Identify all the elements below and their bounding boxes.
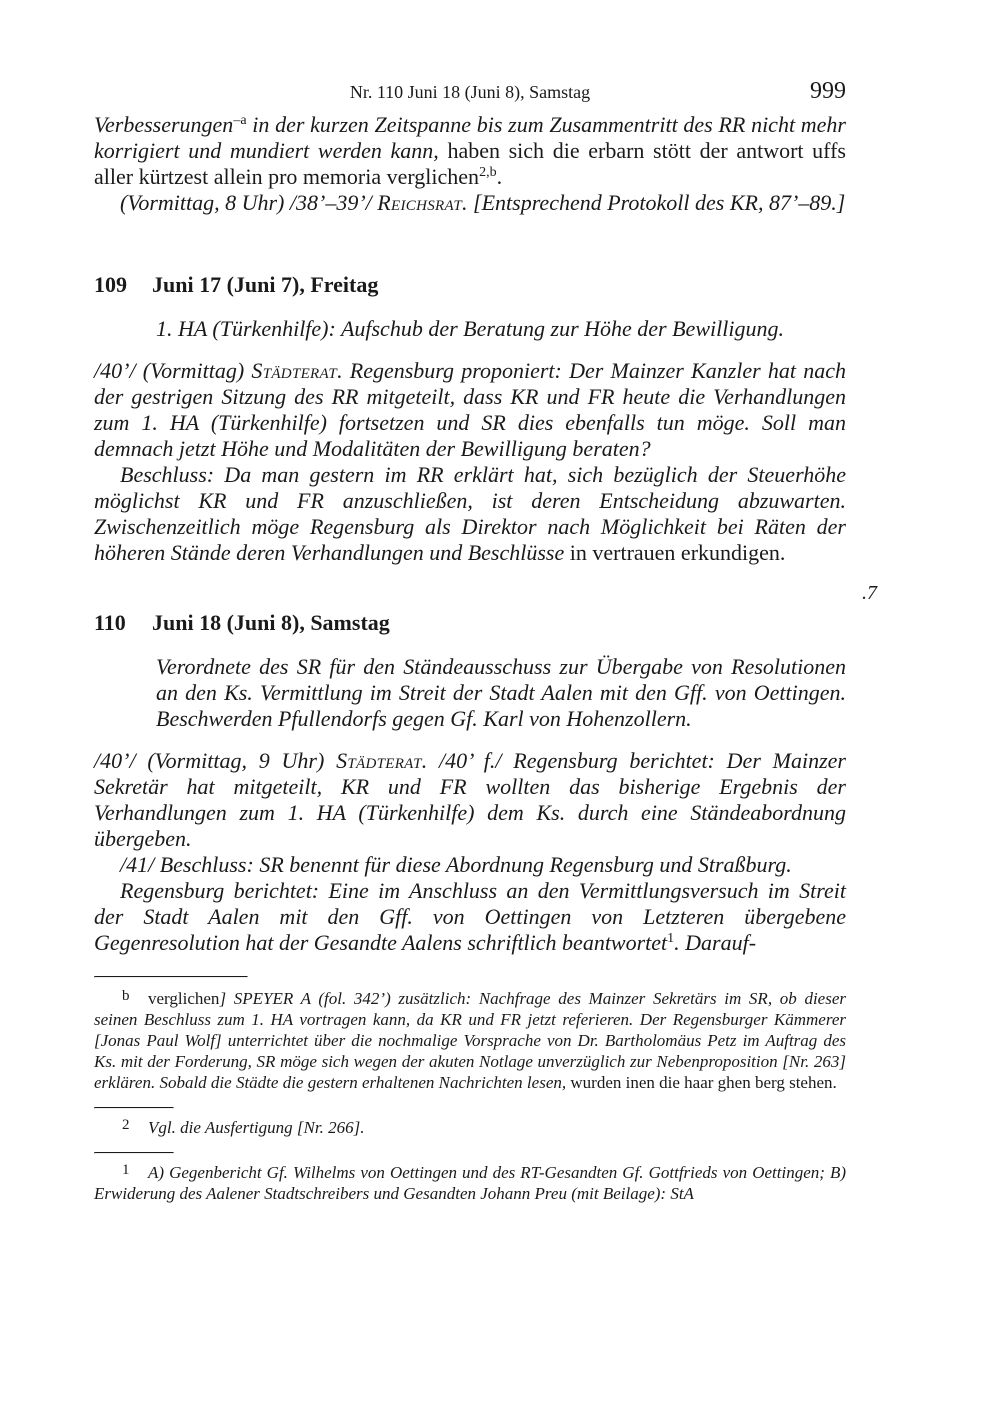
section-110-heading: 110 Juni 18 (Juni 8), Samstag bbox=[94, 610, 390, 635]
section-110-paragraph-2: /41/ Beschluss: SR benennt für diese Abordnung Regensburg und Straßburg. bbox=[120, 852, 792, 877]
running-head bbox=[94, 78, 846, 112]
intro-paragraph: Verbesserungen$^{-a}$ in der kurzen Zeitspanne bis zum Zusammentritt des RR nicht mehr korrigiert und mundiert werden kann, haben sich die erbarn stött der antwort uffs aller kürtzest allein pro memoria verglichen$^{2,b}$. bbox=[94, 112, 846, 189]
intro-reichsrat-paragraph: (Vormittag, 8 Uhr) /38’–39’/ Reichsrat. [Entsprechend Protokoll des KR, 87’–89.] bbox=[120, 190, 846, 215]
footnote-b: b verglichen] SPEYER A (fol. 342’) zusätzlich: Nachfrage des Mainzer Sekretärs im SR, ob dieser seinen Beschluss zum 1. HA vortragen kann, da KR und FR jetzt referieren. Der Regensburger Kämmerer [Jonas Paul Wolf] unterrichtet über die nochmalige Vorsprache von Dr. Bartholomäus Petz im Auftrag des Ks. mit der Forderung, SR möge sich wegen der akuten Notlage unverzüglich zur Nebenproposition [Nr. 263] erklären. Sobald die Städte die gestern erhaltenen Nachrichten lesen, wurden inen die haar ghen berg stehen. bbox=[94, 988, 846, 1092]
section-109-paragraph-1: /40’/ (Vormittag) Städterat. Regensburg proponiert: Der Mainzer Kanzler hat nach der gestrigen Sitzung des RR mitgeteilt, dass KR und FR heute die Verhandlungen zum 1. HA (Türkenhilfe) fortsetzen und SR dies ebenfalls tun möge. Soll man demnach jetzt Höhe und Modalitäten der Bewilligung beraten? bbox=[94, 358, 846, 461]
footnote-marker-2b: 2,b bbox=[479, 165, 497, 180]
footnote-marker-a: –a bbox=[233, 113, 247, 128]
margin-marker: .7 bbox=[862, 582, 877, 604]
footnote-1: 1 A) Gegenbericht Gf. Wilhelms von Oettingen und des RT-Gesandten Gf. Gottfrieds von Oettingen; B) Erwiderung des Aalener Stadtschreibers und Gesandten Johann Preu (mit Beilage): StA bbox=[94, 1162, 846, 1203]
footnote-2: 2 Vgl. die Ausfertigung [Nr. 266]. bbox=[122, 1117, 365, 1137]
footnote-marker-1: 1 bbox=[667, 931, 675, 946]
section-110-summary: Verordnete des SR für den Ständeausschuss zur Übergabe von Resolutionen an den Ks. Vermittlung im Streit der Stadt Aalen mit den Gff. von Oettingen. Beschwerden Pfullendorfs gegen Gf. Karl von Hohenzollern. bbox=[156, 654, 846, 731]
section-109-summary: 1. HA (Türkenhilfe): Aufschub der Beratung zur Höhe der Bewilligung. bbox=[156, 316, 784, 341]
running-head-title: Nr. 110 Juni 18 (Juni 8), Samstag bbox=[349, 82, 591, 102]
document-page bbox=[94, 78, 846, 1204]
section-109-heading: 109 Juni 17 (Juni 7), Freitag bbox=[94, 272, 379, 297]
section-110-paragraph-3: Regensburg berichtet: Eine im Anschluss an den Vermittlungsversuch im Streit der Stadt Aalen mit den Gff. von Oettingen von Letzteren übergebene Gegenresolution hat der Gesandte Aalens schriftlich beantwortet$^1$. Darauf- bbox=[94, 878, 846, 955]
section-109-paragraph-2: Beschluss: Da man gestern im RR erklärt hat, sich bezüglich der Steuerhöhe möglichst KR und FR anzuschließen, ist deren Entscheidung abzuwarten. Zwischenzeitlich möge Regensburg als Direktor nach Möglichkeit bei Räten der höheren Stände deren Verhandlungen und Beschlüsse in vertrauen erkundigen. bbox=[94, 462, 846, 565]
section-110-paragraph-1: /40’/ (Vormittag, 9 Uhr) Städterat. /40’ f./ Regensburg berichtet: Der Mainzer Sekretär hat mitgeteilt, KR und FR wollten das bisherige Ergebnis der Verhandlungen zum 1. HA (Türkenhilfe) dem Ks. durch eine Ständeabordnung übergeben. bbox=[94, 748, 846, 851]
page-number: 999 bbox=[810, 78, 846, 104]
